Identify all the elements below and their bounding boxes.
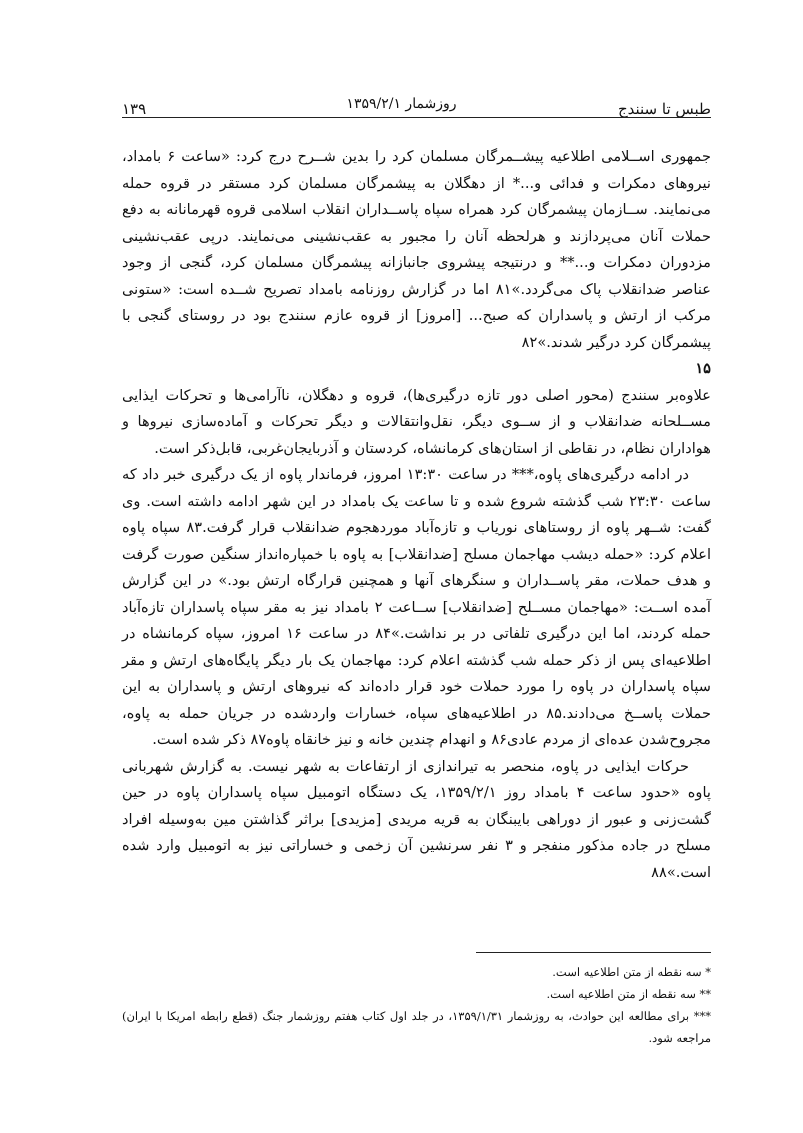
- paragraph-4: حرکات ایذایی در پاوه، منحصر به تیراندازی از ارتفاعات به شهر نیست. به گزارش شهربانی پاوه «حدود ساعت ۴ بامداد روز ۱۳۵۹/۲/۱، یک دستگاه اتومبیل سپاه پاسداران پاوه در حین گشت‌زنی و عبور از دوراهی بایبنگان به قریه مریدی [مزیدی] براثر گذاشتن مین به‌وسیله افراد مسلح در جاده مذکور منفجر و ۳ نفر سرنشین آن زخمی و خساراتی نیز به اتومبیل وارد شده است.»۸۸: [122, 757, 712, 881]
- page-number: ۱۳۹: [122, 100, 147, 118]
- footnote-3: *** برای مطالعه این حوادث، به روزشمار ۱۳۵۹/۱/۳۱، در جلد اول کتاب هفتم روزشمار جنگ (قطع رابطه امریکا با ایران) مراجعه شود.: [122, 1009, 711, 1045]
- paragraph-2: علاوه‌بر سنندج (محور اصلی دور تازه درگیری‌ها)، قروه و دهگلان، ناآرامی‌ها و تحرکات ایذایی مســلحانه ضدانقلاب و از ســوی دیگر، نقل‌وانتقالات و دیگر تحرکات و آماده‌سازی نیروها و هواداران نظام، در نقاطی از استان‌های کرمانشاه، کردستان و آذربایجان‌غربی، قابل‌ذکر است.: [122, 386, 711, 457]
- section-number: ۱۵: [695, 360, 711, 377]
- footnote-2: ** سه نقطه از متن اطلاعیه است.: [546, 987, 711, 1001]
- paragraph-3: در ادامه درگیری‌های پاوه،*** در ساعت ۱۳:۳۰ امروز، فرماندار پاوه از یک درگیری خبر داد که ساعت ۲۳:۳۰ شب گذشته شروع شده و تا ساعت یک بامداد در این شهر ادامه داشته است. وی گفت: شــهر پاوه از روستاهای نوریاب و تازه‌آباد موردهجوم ضدانقلاب قرار گرفت.۸۳ سپاه پاوه اعلام کرد: «حمله دیشب مهاجمان مسلح [ضدانقلاب] به پاوه با خمپاره‌انداز سنگین صورت گرفت و هدف حملات، مقر پاســداران و سنگرهای آنها و همچنین قرارگاه ارتش بود.» در این گزارش آمده اســت: «مهاجمان مســلح [ضدانقلاب] ســاعت ۲ بامداد نیز به مقر سپاه پاسداران تازه‌آباد حمله کردند، اما این درگیری تلفاتی در بر نداشت.»۸۴ در ساعت ۱۶ امروز، سپاه کرمانشاه در اطلاعیه‌ای پس از ذکر حمله شب گذشته اعلام کرد: مهاجمان یک بار دیگر پایگاه‌های ارتش و مقر سپاه پاسداران در پاوه را مورد حملات خود قرار داده‌اند که نیروهای ارتش و پاسداران به این حملات پاســخ می‌دادند.۸۵ در اطلاعیه‌های سپاه، خسارات واردشده در جریان حمله به پاوه، مجروح‌شدن عده‌ای از مردم عادی۸۶ و انهدام چندین خانه و نیز خانقاه پاوه۸۷ ذکر شده است.: [122, 466, 711, 748]
- diary-date: روزشمار ۱۳۵۹/۲/۱: [336, 96, 466, 112]
- footnote-1: * سه نقطه از متن اطلاعیه است.: [552, 965, 711, 979]
- paragraph-1: جمهوری اســلامی اطلاعیه پیشــمرگان مسلمان کرد را بدین شــرح درج کرد: «ساعت ۶ بامداد، نیروهای دمکرات و فدائی و...* از دهگلان به پیشمرگان مسلمان کرد مستقر در قروه حمله می‌نمایند. ســازمان پیشمرگان کرد همراه سپاه پاســداران انقلاب اسلامی قروه قهرمانانه به دفع حملات آنان می‌پردازند و هرلحظه آنان را مجبور به عقب‌نشینی می‌نمایند. درپی عقب‌نشینی مزدوران دمکرات و...** و درنتیجه پیشروی جانبازانه پیشمرگان مسلمان کرد، گنجی از وجود عناصر ضدانقلاب پاک می‌گردد.»۸۱ اما در گزارش روزنامه بامداد تصریح شــده است: «ستونی مرکب از ارتش و پاسداران که صبح... [امروز] از قروه عازم سنندج بود در روستای گنجی با پیشمرگان کرد درگیر شدند.»۸۲: [122, 148, 711, 351]
- footnote-divider: [476, 952, 711, 953]
- footnotes: [122, 961, 711, 1049]
- book-title: طبس تا سنندج: [617, 100, 711, 118]
- diary-date-container: [0, 96, 803, 112]
- main-text: [122, 144, 711, 886]
- header-divider: [122, 117, 711, 118]
